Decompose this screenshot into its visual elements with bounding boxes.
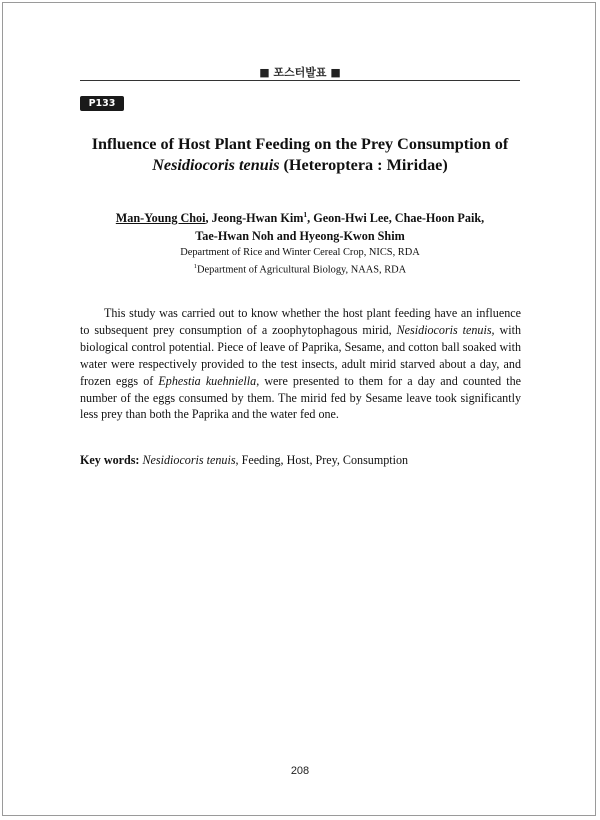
poster-number-badge: P133 — [80, 96, 124, 111]
title-species: Nesidiocoris tenuis — [152, 156, 280, 174]
abstract-part-2: with biological control potential. Piece of leave of Paprika, Sesame, and cotton ball soaked with water were respectively provided to the test insects, adult mirid starved about a day, and frozen eggs of — [80, 322, 522, 388]
affiliation-2: Department of Agricultural Biology, NAAS, RDA — [197, 264, 407, 276]
title-line-2-rest: (Heteroptera : Miridae) — [279, 156, 448, 174]
author-line-1-rest: , Geon-Hwi Lee, Chae-Hoon Paik, — [307, 211, 485, 226]
keywords-species: Nesidiocoris tenuis — [142, 453, 236, 467]
abstract-paragraph — [80, 305, 521, 423]
keywords-rest: , Feeding, Host, Prey, Consumption — [235, 453, 409, 467]
abstract-species: Nesidiocoris tenuis, — [396, 322, 495, 337]
paper-title — [60, 134, 540, 176]
header-rule — [80, 80, 520, 81]
author-2-affiliation-mark: 1 — [303, 210, 308, 219]
section-header: ■ 포스터발표 ■ — [259, 66, 341, 79]
author-line-1 — [60, 206, 540, 227]
affiliations — [60, 246, 540, 277]
title-line-1: Influence of Host Plant Feeding on the Prey Consumption of — [91, 135, 509, 153]
affiliation-1: Department of Rice and Winter Cereal Crop, NICS, RDA — [180, 247, 420, 258]
first-author: Man-Young Choi — [115, 211, 206, 226]
keywords-label: Key words: — [80, 453, 140, 467]
keywords — [80, 452, 521, 469]
abstract-part-1: This study was carried out to know whether the host plant feeding have an influence to subsequent prey consumption of a zoophytophagous mirid, — [80, 306, 521, 337]
author-line-2: Tae-Hwan Noh and Hyeong-Kwon Shim — [195, 229, 405, 244]
page-number: 208 — [290, 765, 310, 777]
affiliation-2-mark: 1 — [193, 263, 198, 270]
abstract-part-3: , were presented to them for a day and counted the number of the eggs consumed by them. The mirid fed by Sesame leave took significantly less prey than both the Paprika and the water fed one. — [80, 373, 522, 422]
affiliation-2-wrap — [60, 260, 540, 277]
title-line-2 — [60, 155, 540, 176]
author-2: Jeong-Hwan Kim — [211, 211, 304, 226]
author-list — [60, 206, 540, 245]
author-separator: , — [205, 211, 212, 226]
abstract-prey-species: Ephestia kuehniella — [158, 373, 257, 388]
